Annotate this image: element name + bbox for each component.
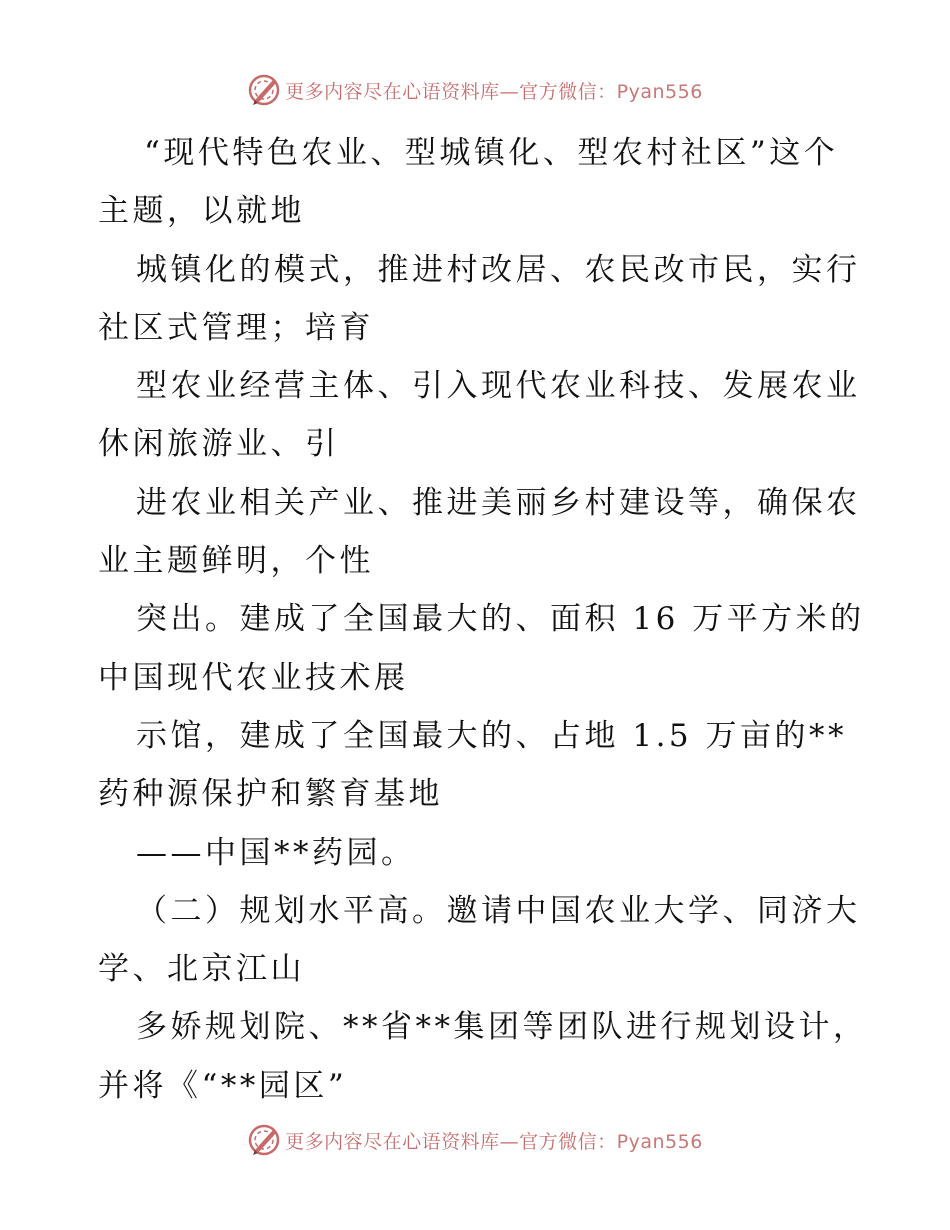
watermark-text: 更多内容尽在心语资料库—官方微信：Pyan556	[285, 80, 703, 103]
pen-logo-icon	[247, 1123, 281, 1157]
text-line: 社区式管理；培育	[98, 309, 374, 346]
text-line: 药种源保护和繁育基地	[98, 776, 443, 813]
text-line: 突出。建成了全国最大的、面积 16 万平方米的	[136, 601, 865, 638]
text-line: ——中国**药园。	[136, 834, 416, 871]
text-line: 进农业相关产业、推进美丽乡村建设等，确保农	[136, 484, 861, 521]
text-line: 休闲旅游业、引	[98, 426, 340, 463]
text-line: 业主题鲜明，个性	[98, 543, 374, 580]
text-line: 城镇化的模式，推进村改居、农民改市民，实行	[136, 251, 861, 288]
text-line: （二）规划水平高。邀请中国农业大学、同济大	[136, 892, 861, 929]
document-body	[98, 124, 868, 1115]
header-watermark	[0, 70, 950, 110]
text-line: 并将《“**园区”	[98, 1067, 348, 1104]
text-line: 多娇规划院、**省**集团等团队进行规划设计，	[136, 1009, 868, 1046]
footer-watermark	[0, 1120, 950, 1160]
text-line: “现代特色农业、型城镇化、型农村社区”这个	[144, 135, 839, 171]
watermark-text: 更多内容尽在心语资料库—官方微信：Pyan556	[285, 1130, 703, 1153]
text-line: 示馆，建成了全国最大的、占地 1.5 万亩的**	[136, 717, 848, 754]
text-line: 学、北京江山	[98, 951, 305, 988]
text-line: 主题，以就地	[98, 193, 305, 230]
text-line: 型农业经营主体、引入现代农业科技、发展农业	[136, 368, 861, 405]
text-line: 中国现代农业技术展	[98, 659, 409, 696]
pen-logo-icon	[247, 73, 281, 107]
